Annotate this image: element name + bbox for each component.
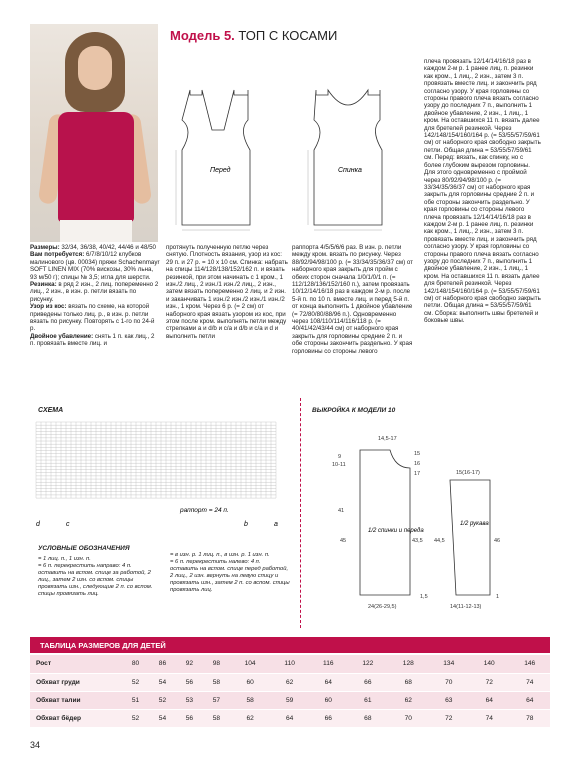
table-cell: 51: [122, 691, 149, 709]
text-column-4: плеча провязать 12/14/14/16/18 раз в каждом 2-м р. 1 ранее лиц. п. резинки как кром., 1 лиц., 2 изн., затем 3 п. провязать вместе лиц. и закончить ряд согласно узору. У края горловины со стороны правого плеча вязать согласно узору до последних 7 п., выполнить 1 двойное убавление, 2 изн., 1 лиц., 1 кром. На оставшихся 11 п. вязать далее для бретелей резинкой. Через 142/148/154/160/164 р. (= 53/55/57/59/61 см) от наборного края свободно закрыть петли. Общая длина = 53/55/57/59/61 см. Перед: вязать, как спинку, но с более глубоким вырезом горловины. Для этого одновременно с проймой через 80/92/94/98/100 р. (= 33/34/35/36/37 см) от наборного края закрыть для горловины средние 2 п. и обе стороны закончить раздельно. У края горловины со стороны левого плеча провязать 12/14/14/16/18 раз в каждом 2-м р. 1 ранее лиц. п. резинки как кром., 1 лиц., 2 изн., затем 3 п. провязать вместе лиц. и закончить ряд согласно узору. У края горловины со стороны правого плеча вязать согласно узору до последних 7 п., выполнить 1 двойное убавление, 2 изн., 1 лиц., 1 кром. На оставшихся 11 п. вязать далее для бретелей резинкой. Через 142/148/154/160/164 р. (= 53/55/57/59/61 см) от наборного края свободно закрыть петли. Общая длина = 53/55/57/59/61 см. Сборка: выполнить швы бретелей и боковые швы.: [424, 58, 541, 325]
table-cell: 146: [509, 655, 550, 673]
table-cell: 58: [203, 673, 230, 691]
table-cell: 59: [270, 691, 309, 709]
svg-text:1: 1: [496, 594, 500, 600]
text-column-1: Размеры: 32/34, 36/38, 40/42, 44/46 и 48/50 Вам потребуется: 6/7/8/10/12 клубков малинового (цв. 00034) пряжи Schachenmayr SOFT LINEN MIX (70% вискозы, 30% льна, 93 м/50 г); спицы № 3,5; игла для шерсти. Резинка: в ряд 2 изн., 2 лиц. попеременно 2 лиц., 2 изн., в изн. р. петли вязать по рисунку. Узор из кос: вязать по схеме, на которой приведены только лиц. р., в изн. р. петли вязать по рисунку. Повторять с 1-го по 24-й р. Двойное убавление: снять 1 п. как лиц., 2 п. провязать вместе лиц. и: [30, 244, 160, 348]
table-cell: 134: [429, 655, 469, 673]
svg-text:15(16-17): 15(16-17): [456, 470, 480, 476]
size-table: [30, 655, 550, 728]
legend-right: = в изн. р. 1 лиц. п., в изн. р. 1 изн. п. = 6 п. перекрестить налево: 4 п. оставить на вспом. спице перед работой, 2 лиц., 2 изн. вернуть на левую спицу и провязать изн., затем 2 п. со вспом. спицы провязать лиц.: [170, 552, 290, 593]
svg-text:17: 17: [414, 471, 421, 477]
table-cell: 62: [230, 709, 270, 727]
table-cell: 86: [149, 655, 176, 673]
table-cell: 58: [203, 709, 230, 727]
table-cell: 68: [348, 709, 388, 727]
table-cell: 60: [309, 691, 348, 709]
front-label: Перед: [210, 167, 231, 174]
table-cell: 66: [348, 673, 388, 691]
page-number: 34: [30, 740, 41, 750]
svg-text:43,5: 43,5: [412, 538, 423, 544]
table-cell: 104: [230, 655, 270, 673]
table-cell: 54: [149, 673, 176, 691]
svg-text:16: 16: [414, 461, 421, 467]
svg-text:15: 15: [414, 451, 421, 457]
table-cell: 64: [270, 709, 309, 727]
legend-title: УСЛОВНЫЕ ОБОЗНАЧЕНИЯ: [38, 545, 130, 552]
schema-title: СХЕМА: [38, 407, 64, 414]
table-cell: 54: [149, 709, 176, 727]
legend-left: = 1 лиц. п., 1 изн. п. = 6 п. перекрестить направо: 4 п. оставить на вспом. спице за работой, 2 лиц., затем 2 изн. со вспом. спицы провязать изн., следующие 2 п. со вспом. спицы провязать лиц.: [38, 556, 153, 597]
row-label: Обхват бёдер: [30, 709, 122, 727]
table-cell: 70: [429, 673, 469, 691]
schema-letter-c: c: [66, 521, 70, 528]
pattern-drawing: [310, 420, 550, 620]
model-photo: [30, 24, 158, 242]
size-table-title: ТАБЛИЦА РАЗМЕРОВ ДЛЯ ДЕТЕЙ: [30, 637, 550, 653]
row-label: Обхват груди: [30, 673, 122, 691]
table-row: [30, 691, 550, 709]
table-cell: 57: [203, 691, 230, 709]
table-cell: 74: [509, 673, 550, 691]
table-cell: 64: [509, 691, 550, 709]
svg-text:9: 9: [338, 454, 342, 460]
table-cell: 92: [176, 655, 203, 673]
schema-letter-a: a: [274, 521, 278, 528]
pattern-sleeve-label: 1/2 рукава: [460, 521, 489, 527]
svg-text:14(11-12-13): 14(11-12-13): [450, 604, 482, 610]
table-cell: 64: [309, 673, 348, 691]
table-cell: 62: [270, 673, 309, 691]
table-cell: 53: [176, 691, 203, 709]
row-label: Обхват талии: [30, 691, 122, 709]
svg-text:14,5-17: 14,5-17: [378, 436, 397, 442]
pattern-title: ВЫКРОЙКА К МОДЕЛИ 10: [312, 407, 396, 414]
svg-text:44,5: 44,5: [434, 538, 445, 544]
table-cell: 128: [388, 655, 428, 673]
table-cell: 52: [149, 691, 176, 709]
garment-schematics: [168, 50, 418, 240]
table-cell: 72: [469, 673, 509, 691]
table-cell: 61: [348, 691, 388, 709]
table-cell: 52: [122, 709, 149, 727]
table-cell: 64: [469, 691, 509, 709]
back-label: Спинка: [338, 167, 362, 174]
svg-text:24(26-29,5): 24(26-29,5): [368, 604, 397, 610]
svg-text:41: 41: [338, 508, 345, 514]
table-cell: 116: [309, 655, 348, 673]
table-cell: 98: [203, 655, 230, 673]
table-cell: 70: [388, 709, 428, 727]
schema-letter-b: b: [244, 521, 248, 528]
table-cell: 58: [230, 691, 270, 709]
table-cell: 60: [230, 673, 270, 691]
rapport-label: раппорт = 24 п.: [180, 507, 229, 514]
schema-letter-d: d: [36, 521, 40, 528]
table-cell: 56: [176, 673, 203, 691]
table-row: [30, 673, 550, 691]
table-cell: 122: [348, 655, 388, 673]
table-cell: 56: [176, 709, 203, 727]
table-cell: 72: [429, 709, 469, 727]
pattern-body-label: 1/2 спинки и переда: [368, 528, 424, 534]
cable-chart: [30, 418, 292, 530]
text-column-3: раппорта 4/5/5/6/6 раз. В изн. р. петли между кром. вязать по рисунку. Через 88/92/94/98/100 р. (= 33/34/35/36/37 см) от наборного края закрыть для пройм с обеих сторон сначала 1/0/1/0/1 п. (= 112/128/136/152/160 п.), затем провязать 10/12/14/16/18 раз в каждом 2-м р. после 5-й п. по 10 п. вместе лиц. и перед 5-й п. от конца выполнить 1 двойное убавление (= 72/80/80/88/96 п.). Одновременно через 108/110/114/116/118 р. (= 40/41/42/43/44 см) от наборного края закрыть для горловины средние 2 п. и обе стороны закончить раздельно. У края горловины со стороны левого: [292, 244, 413, 355]
table-cell: 140: [469, 655, 509, 673]
table-cell: 52: [122, 673, 149, 691]
text-column-2: протянуть полученную петлю через снятую. Плотность вязания, узор из кос: 29 п. и 27 р. = 10 х 10 см. Спинка: набрать на спицы 114/128/138/152/162 п. и вязать резинкой, при этом начинать с 1 кром., 1 изн./2 лиц., 2 изн./1 изн./2 лиц., 2 изн., затем вязать попеременно 2 лиц. и 2 изн. и заканчивать 1 изн./2 изн./2 изн./1 изн./2 изн., 1 кром. Через 6 р. (= 2 см) от наборного края вязать узором из кос, при этом после кром. выполнять петли между стрелками а и d/b и c/a и d/b и c/a и d и выполнить петли: [166, 244, 288, 340]
table-cell: 68: [388, 673, 428, 691]
svg-text:45: 45: [340, 538, 347, 544]
table-row: [30, 655, 550, 673]
table-cell: 66: [309, 709, 348, 727]
table-cell: 74: [469, 709, 509, 727]
table-cell: 62: [388, 691, 428, 709]
table-cell: 63: [429, 691, 469, 709]
svg-text:10-11: 10-11: [332, 462, 346, 468]
row-label: Рост: [30, 655, 122, 673]
table-cell: 78: [509, 709, 550, 727]
page-title: Модель 5. ТОП С КОСАМИ: [170, 28, 338, 43]
table-cell: 110: [270, 655, 309, 673]
svg-text:46: 46: [494, 538, 501, 544]
table-row: [30, 709, 550, 727]
table-cell: 80: [122, 655, 149, 673]
svg-text:1,5: 1,5: [420, 594, 428, 600]
